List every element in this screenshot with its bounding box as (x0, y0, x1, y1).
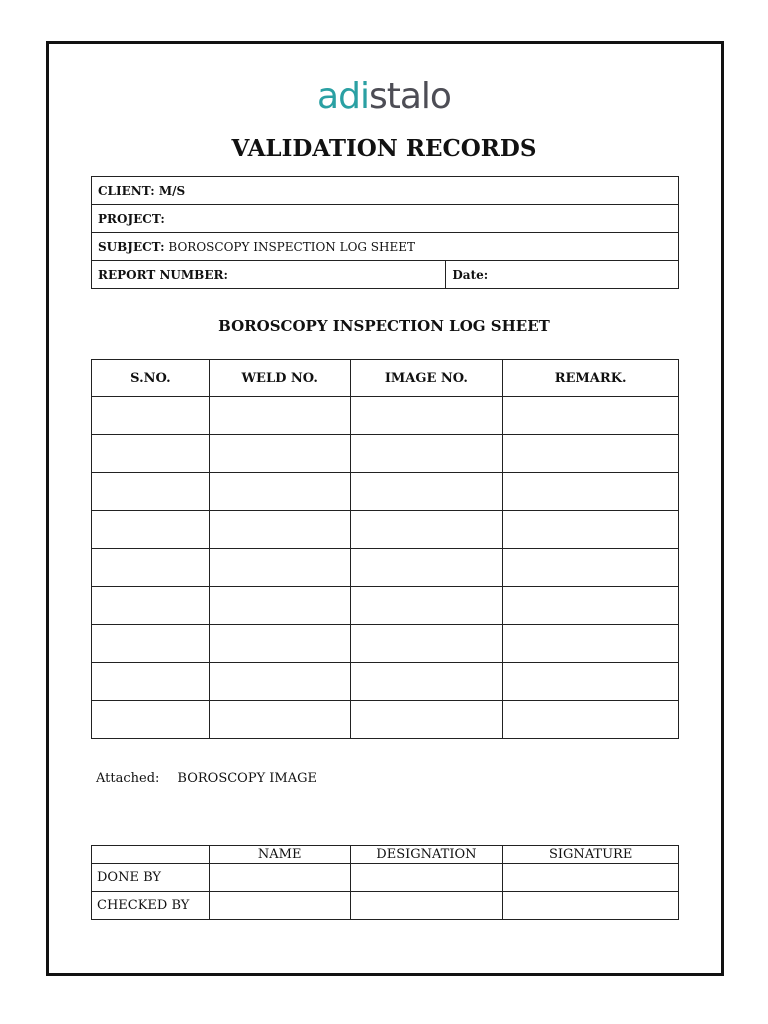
remark-cell[interactable] (503, 397, 679, 435)
signature-header: SIGNATURE (503, 846, 679, 864)
image-no-cell[interactable] (350, 435, 503, 473)
image-no-header: IMAGE NO. (350, 360, 503, 397)
checked-by-signature-field[interactable] (503, 892, 679, 920)
sno-cell[interactable] (92, 549, 210, 587)
document-title: VALIDATION RECORDS (231, 135, 537, 162)
signoff-blank-header (92, 846, 210, 864)
remark-cell[interactable] (503, 587, 679, 625)
sno-cell[interactable] (92, 397, 210, 435)
done-by-signature-field[interactable] (503, 864, 679, 892)
remark-cell[interactable] (503, 663, 679, 701)
checked-by-row (92, 892, 679, 920)
sno-cell[interactable] (92, 511, 210, 549)
date-label: Date: (446, 261, 679, 289)
image-no-cell[interactable] (350, 511, 503, 549)
remark-cell[interactable] (503, 511, 679, 549)
log-row (92, 397, 679, 435)
project-row (92, 205, 679, 233)
log-row (92, 587, 679, 625)
image-no-cell[interactable] (350, 663, 503, 701)
image-no-cell[interactable] (350, 587, 503, 625)
image-no-cell[interactable] (350, 625, 503, 663)
weld-no-cell[interactable] (209, 549, 350, 587)
weld-no-cell[interactable] (209, 701, 350, 739)
designation-header: DESIGNATION (350, 846, 503, 864)
image-no-cell[interactable] (350, 397, 503, 435)
log-row (92, 625, 679, 663)
done-by-designation-field[interactable] (350, 864, 503, 892)
log-header-row (92, 360, 679, 397)
sno-header: S.NO. (92, 360, 210, 397)
section-title: BOROSCOPY INSPECTION LOG SHEET (218, 317, 550, 335)
report-row (92, 261, 679, 289)
image-no-cell[interactable] (350, 473, 503, 511)
weld-no-cell[interactable] (209, 473, 350, 511)
remark-cell[interactable] (503, 625, 679, 663)
attached-value: BOROSCOPY IMAGE (177, 771, 318, 786)
done-by-label: DONE BY (92, 864, 210, 892)
checked-by-designation-field[interactable] (350, 892, 503, 920)
sno-cell[interactable] (92, 435, 210, 473)
log-row (92, 701, 679, 739)
header-info-table (91, 176, 679, 289)
report-number-label: REPORT NUMBER: (92, 261, 446, 289)
weld-no-cell[interactable] (209, 587, 350, 625)
sno-cell[interactable] (92, 663, 210, 701)
remark-header: REMARK. (503, 360, 679, 397)
log-row (92, 663, 679, 701)
sno-cell[interactable] (92, 701, 210, 739)
project-label: PROJECT: (92, 205, 679, 233)
remark-cell[interactable] (503, 701, 679, 739)
attached-line (96, 771, 317, 786)
remark-cell[interactable] (503, 549, 679, 587)
weld-no-header: WELD NO. (209, 360, 350, 397)
attached-label: Attached: (96, 771, 160, 786)
log-row (92, 511, 679, 549)
signoff-table (91, 845, 679, 920)
sno-cell[interactable] (92, 625, 210, 663)
image-no-cell[interactable] (350, 549, 503, 587)
image-no-cell[interactable] (350, 701, 503, 739)
sno-cell[interactable] (92, 473, 210, 511)
subject-cell (92, 233, 679, 261)
log-row (92, 473, 679, 511)
log-row (92, 549, 679, 587)
weld-no-cell[interactable] (209, 435, 350, 473)
subject-label: SUBJECT: (98, 239, 165, 254)
done-by-name-field[interactable] (209, 864, 350, 892)
client-label: CLIENT: M/S (92, 177, 679, 205)
weld-no-cell[interactable] (209, 663, 350, 701)
weld-no-cell[interactable] (209, 625, 350, 663)
weld-no-cell[interactable] (209, 511, 350, 549)
sno-cell[interactable] (92, 587, 210, 625)
name-header: NAME (209, 846, 350, 864)
done-by-row (92, 864, 679, 892)
company-logo: adistalo (317, 76, 451, 117)
checked-by-label: CHECKED BY (92, 892, 210, 920)
weld-no-cell[interactable] (209, 397, 350, 435)
log-row (92, 435, 679, 473)
remark-cell[interactable] (503, 435, 679, 473)
inspection-log-table (91, 359, 679, 739)
subject-row (92, 233, 679, 261)
remark-cell[interactable] (503, 473, 679, 511)
subject-value: BOROSCOPY INSPECTION LOG SHEET (168, 239, 416, 254)
signoff-header-row (92, 846, 679, 864)
client-row (92, 177, 679, 205)
checked-by-name-field[interactable] (209, 892, 350, 920)
